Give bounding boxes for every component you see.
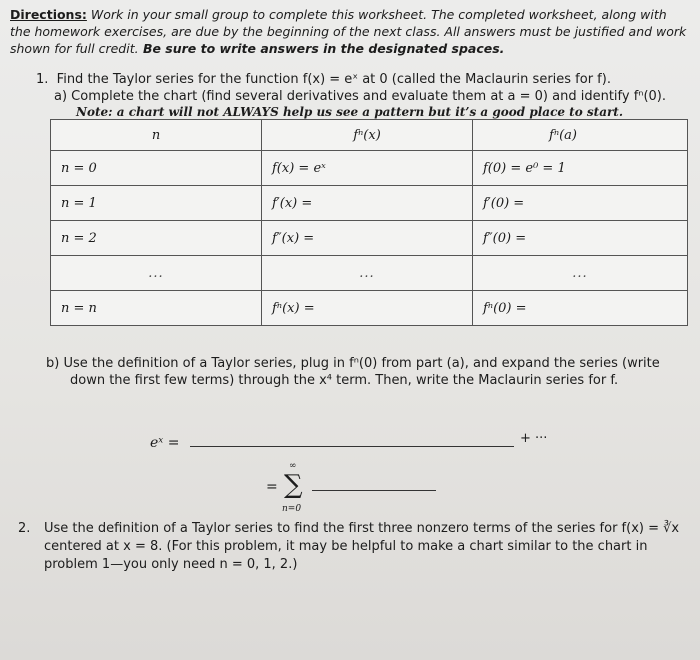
problem2-number: 2. [18,521,31,536]
series-answer-line[interactable] [190,446,514,447]
ex-label: eˣ = [150,435,180,451]
problem1-note: Note: a chart will not ALWAYS help us see a pattern but it’s a good place to start. [76,105,624,119]
sigma-symbol: ∑ [284,470,303,500]
plus-dots: + ··· [520,431,548,446]
chart-row [51,151,688,186]
problem1-part-b-line1: b) Use the definition of a Taylor series, plug in fⁿ(0) from part (a), and expand the series (write [46,356,660,371]
chart-cell-n: ... [51,256,262,291]
derivative-chart [50,119,688,326]
chart-row [51,186,688,221]
chart-cell-n: n = 0 [51,151,262,186]
chart-row-ellipsis [51,256,688,291]
chart-cell-fna: fⁿ(0) = [473,291,688,326]
sigma-upper-limit: ∞ [289,461,297,471]
sigma-answer-line[interactable] [312,490,436,491]
problem1-part-a: a) Complete the chart (find several derivatives and evaluate them at a = 0) and identify fⁿ(0). [54,89,667,104]
chart-cell-fnx: fⁿ(x) = [262,291,473,326]
chart-cell-fnx: ... [262,256,473,291]
chart-cell-fna: f(0) = e⁰ = 1 [473,151,688,186]
sigma-lower-limit: n=0 [282,504,302,514]
directions-paragraph [10,6,690,57]
chart-header-fna: fⁿ(a) [473,120,688,151]
chart-cell-n: n = 1 [51,186,262,221]
directions-emphasis: Be sure to write answers in the designated spaces. [138,41,505,56]
chart-header-fnx: fⁿ(x) [262,120,473,151]
problem1-part-b-line2: down the first few terms) through the x⁴ term. Then, write the Maclaurin series for f. [70,373,619,388]
problem1-prompt [36,72,611,87]
chart-cell-n: n = n [51,291,262,326]
chart-cell-fnx: f′(x) = [262,186,473,221]
directions-label: Directions: [10,7,87,22]
chart-cell-n: n = 2 [51,221,262,256]
chart-cell-fna: ... [473,256,688,291]
problem2-text: Use the definition of a Taylor series to find the first three nonzero terms of the series for f(x) = ∛x centered at x = 8. (For this problem, it may be helpful to make a chart similar to the chart in problem 1—you only need n = 0, 1, 2.) [44,521,680,572]
sigma-equals: = [266,479,278,495]
directions-text: Work in your small group to complete this worksheet. The completed worksheet, along with the homework exercises, are due by the beginning of the next class. All answers must be justified and work shown for full credit. [10,7,687,56]
chart-header-row [51,120,688,151]
problem1-number: 1. [36,72,49,87]
chart-cell-fnx: f(x) = eˣ [262,151,473,186]
chart-row [51,221,688,256]
problem1-text: Find the Taylor series for the function f(x) = eˣ at 0 (called the Maclaurin series for f). [56,72,611,87]
chart-header-n: n [51,120,262,151]
chart-row [51,291,688,326]
chart-cell-fna: f′(0) = [473,186,688,221]
chart-cell-fna: f″(0) = [473,221,688,256]
chart-cell-fnx: f″(x) = [262,221,473,256]
